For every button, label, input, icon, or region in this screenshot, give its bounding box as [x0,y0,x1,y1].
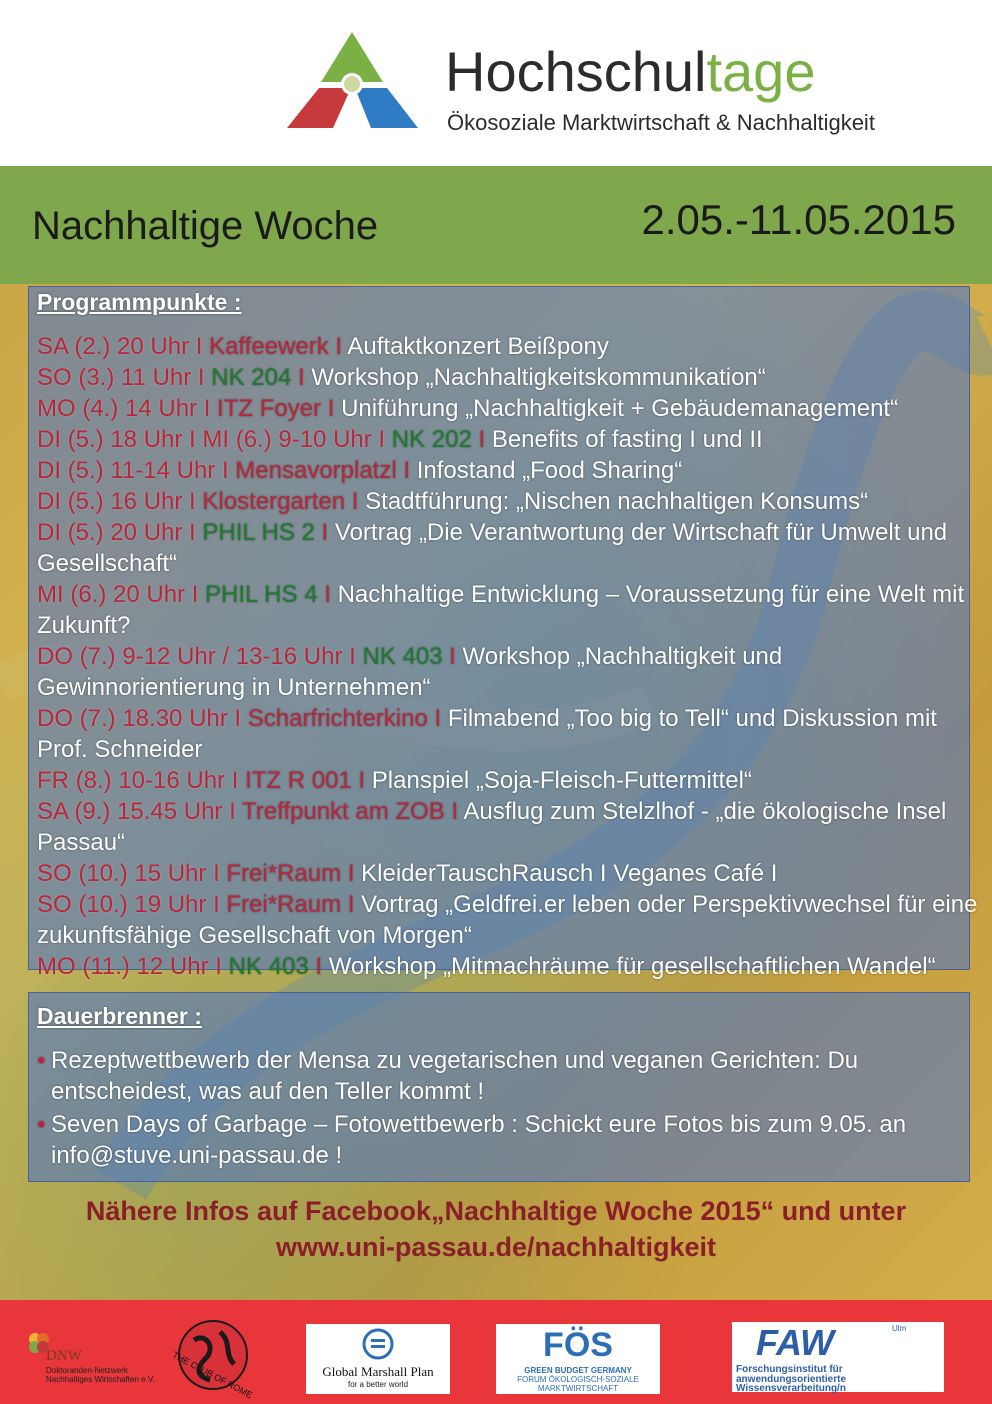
dnw-sub2: Nachhaltiges Wirtschaften e.V. [46,1375,155,1384]
program-item-title: Ausflug zum Stelzlhof - „die ökologische Insel Passau“ [37,798,947,856]
program-item [37,393,982,424]
program-item [37,889,982,951]
program-item-time: SO (10.) 15 Uhr I [37,860,227,887]
permanent-item [37,1109,957,1171]
program-item-time: SO (10.) 19 Uhr I [37,891,227,918]
program-item-time: MO (11.) 12 Uhr I [37,953,229,980]
program-heading: Programmpunkte : [37,289,242,315]
program-item-location: Mensavorplatzl [235,457,397,484]
info-url: www.uni-passau.de/nachhaltigkeit [275,1232,717,1262]
program-item-title: Infostand „Food Sharing“ [416,457,683,484]
faw-tag: Ulm [892,1324,907,1333]
logo-title [445,40,815,104]
program-item [37,796,982,858]
program-item-location: Treffpunkt am ZOB [242,798,445,825]
program-item-location: ITZ R 001 [245,767,352,794]
program-list [37,331,982,982]
permanent-heading: Dauerbrenner : [37,1003,202,1029]
dnw-name: DNW [46,1348,82,1364]
logo-title-accent: tage [706,40,816,103]
program-item-separator: I [341,860,362,887]
program-item [37,517,982,579]
program-item-separator: I [444,798,464,825]
program-item-separator: I [321,395,342,422]
program-item-location: ITZ Foyer [217,395,322,422]
program-item [37,331,982,362]
header [0,0,992,166]
event-title: Nachhaltige Woche [32,204,379,248]
program-item-title: Stadtführung: „Nischen nachhaltigen Konsums“ [365,488,869,515]
program-item-separator: I [291,364,312,391]
program-item [37,424,982,455]
permanent-item-text: Rezeptwettbewerb der Mensa zu vegetarischen und veganen Gerichten: Du entscheidest, was auf den Teller kommt ! [51,1047,859,1105]
program-item-location: Scharfrichterkino [247,705,428,732]
program-item-location: Klostergarten [202,488,346,515]
permanent-item-text: Seven Days of Garbage – Fotowettbewerb : Schickt eure Fotos bis zum 9.05. an info@stuve.uni-passau.de ! [51,1111,907,1169]
program-item [37,641,982,703]
gmp-name: Global Marshall Plan [322,1364,434,1379]
hochschultage-logo-icon [285,30,420,130]
program-item-separator: I [345,488,366,515]
program-item-title: Workshop „Nachhaltigkeitskommunikation“ [311,364,766,391]
program-item-separator: I [308,953,329,980]
program-item-location: PHIL HS 4 [205,581,318,608]
program-item-title: Vortrag „Geldfrei.er leben oder Perspektivwechsel für eine zukunftsfähige Gesellschaft von Morgen“ [37,891,978,949]
sponsor-faw [732,1322,944,1392]
foes-name: FÖS [543,1326,613,1364]
club-name: THE CLUB OF ROME [170,1349,255,1401]
faw-sub3: Wissensverarbeitung/n [736,1383,846,1394]
foes-sub2: FORUM ÖKOLOGISCH-SOZIALE [517,1375,639,1384]
program-item-title: Auftaktkonzert Beißpony [347,333,609,360]
sponsor-footer [0,1300,992,1404]
program-item-time: DI (5.) 11-14 Uhr I [37,457,236,484]
program-item-separator: I [351,767,372,794]
program-item [37,858,982,889]
program-item [37,362,982,393]
program-item-title: Filmabend „Too big to Tell“ und Diskussion mit Prof. Schneider [37,705,937,763]
program-item-title: Vortrag „Die Verantwortung der Wirtschaft für Umwelt und Gesellschaft“ [37,519,948,577]
program-item-location: NK 202 [391,426,472,453]
program-item-time: DO (7.) 9-12 Uhr / 13-16 Uhr I [37,643,363,670]
program-item [37,703,982,765]
program-item [37,765,982,796]
gmp-sub: for a better world [347,1380,409,1389]
permanent-panel [28,992,970,1182]
permanent-list [37,1045,957,1173]
program-item-separator: I [317,581,338,608]
permanent-item [37,1045,957,1107]
program-item-time: DO (7.) 18.30 Uhr I [37,705,248,732]
program-item-time: DI (5.) 16 Uhr I [37,488,203,515]
sponsor-foes [496,1324,660,1394]
program-item-separator: I [314,519,335,546]
program-item-time: DI (5.) 18 Uhr I MI (6.) 9-10 Uhr I [37,426,392,453]
event-dates: 2.05.-11.05.2015 [641,196,956,243]
program-item-title: Planspiel „Soja-Fleisch-Futtermittel“ [371,767,752,794]
program-item-separator: I [471,426,492,453]
program-item-time: FR (8.) 10-16 Uhr I [37,767,246,794]
program-item-separator: I [341,891,362,918]
program-item-location: Frei*Raum [226,860,342,887]
program-item-time: SO (3.) 11 Uhr I [37,364,212,391]
sponsor-global-marshall-plan [306,1324,450,1394]
program-item [37,486,982,517]
program-item-location: Frei*Raum [226,891,342,918]
logo-subtitle: Ökosoziale Marktwirtschaft & Nachhaltigkeit [447,110,875,135]
bullet-icon: • [37,1047,46,1074]
program-item-separator: I [427,705,448,732]
faw-name: FAW [756,1322,834,1363]
logo-title-main: Hochschul [445,40,707,103]
program-item [37,579,982,641]
program-item-separator: I [396,457,417,484]
program-item-location: Kaffeewerk [209,333,329,360]
program-item-location: NK 403 [228,953,309,980]
program-panel [28,286,978,980]
program-item-location: NK 204 [211,364,292,391]
sponsor-dnw [28,1328,158,1384]
program-item-title: Nachhaltige Entwicklung – Voraussetzung für eine Welt mit Zukunft? [37,581,965,639]
title-banner [0,166,992,284]
sponsor-club-of-rome [168,1318,260,1401]
foes-sub3: MARKTWIRTSCHAFT [537,1384,619,1393]
program-item-time: MO (4.) 14 Uhr I [37,395,218,422]
program-item-location: NK 403 [362,643,443,670]
program-item [37,455,982,486]
info-line: Nähere Infos auf Facebook„Nachhaltige Woche 2015“ und unter [85,1196,907,1226]
program-item-time: DI (5.) 20 Uhr I [37,519,203,546]
faw-sub1: Forschungsinstitut für [736,1364,843,1375]
program-item-time: SA (2.) 20 Uhr I [37,333,210,360]
program-item-time: SA (9.) 15.45 Uhr I [37,798,242,825]
dnw-sub1: Doktoranden-Netzwerk [46,1366,128,1375]
foes-sub1: GREEN BUDGET GERMANY [524,1366,632,1375]
gmp-emblem-icon [362,1328,394,1360]
faw-sub2: anwendungsorientierte [736,1374,847,1385]
program-item-time: MI (6.) 20 Uhr I [37,581,206,608]
poster-body [0,284,992,1300]
bullet-icon: • [37,1111,46,1138]
program-item-title: Uniführung „Nachhaltigkeit + Gebäudemanagement“ [341,395,899,422]
program-item-title: Workshop „Mitmachräume für gesellschaftlichen Wandel“ [328,953,936,980]
program-item-title: Benefits of fasting I und II [491,426,763,453]
program-item-separator: I [442,643,463,670]
program-item-title: Workshop „Nachhaltigkeit und Gewinnorientierung in Unternehmen“ [37,643,783,701]
program-item-separator: I [328,333,348,360]
program-item [37,951,982,982]
program-item-title: KleiderTauschRausch I Veganes Café I [361,860,778,887]
program-item-location: PHIL HS 2 [202,519,315,546]
